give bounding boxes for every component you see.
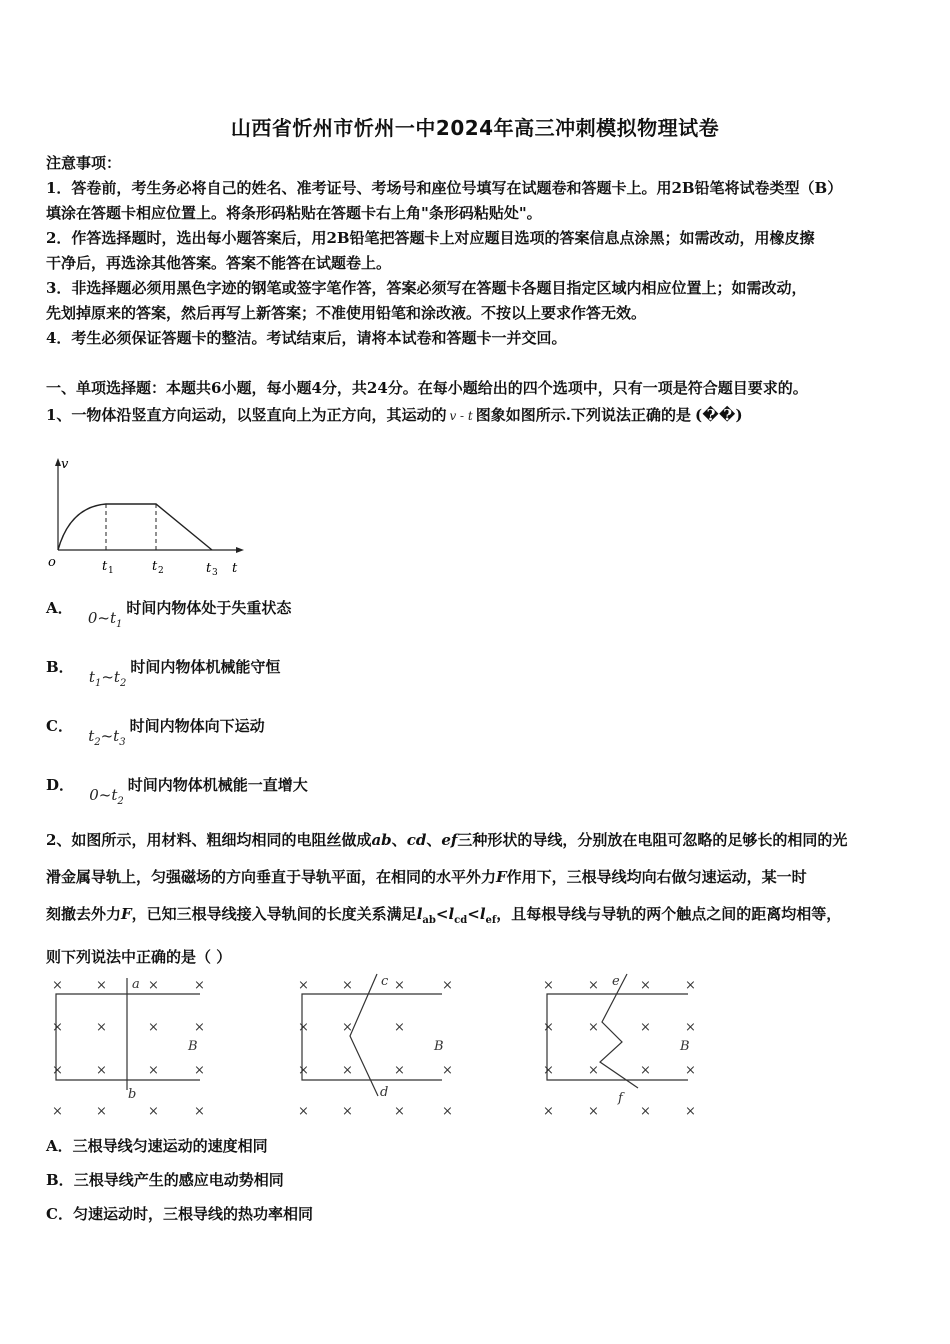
svg-text:×: × bbox=[342, 1020, 353, 1035]
option-math: $0\sim t_2$ bbox=[89, 786, 124, 807]
svg-text:×: × bbox=[298, 1020, 309, 1035]
q1-stem-end: (��) bbox=[695, 406, 743, 424]
option-label: C． bbox=[46, 717, 73, 735]
label-B3: B bbox=[680, 1039, 690, 1054]
option-text: 时间内物体向下运动 bbox=[129, 717, 265, 735]
svg-text:×: × bbox=[394, 1104, 405, 1119]
label-f: f bbox=[618, 1091, 623, 1106]
svg-text:×: × bbox=[298, 1104, 309, 1119]
q2-stem-line-4: 则下列说法中正确的是（ ） bbox=[46, 948, 232, 966]
graph-label-o: o bbox=[48, 555, 56, 570]
svg-text:×: × bbox=[543, 1104, 554, 1119]
svg-text:×: × bbox=[96, 1020, 107, 1035]
svg-text:×: × bbox=[148, 1020, 159, 1035]
label-B2: B bbox=[434, 1039, 444, 1054]
section-heading: 一、单项选择题：本题共6小题，每小题4分，共24分。在每小题给出的四个选项中，只有一项是符合题目要求的。 bbox=[46, 379, 808, 397]
label-a: a bbox=[132, 977, 140, 992]
svg-text:×: × bbox=[52, 978, 63, 993]
q1-option-c[interactable] bbox=[46, 715, 265, 748]
svg-text:×: × bbox=[543, 1063, 554, 1078]
svg-text:×: × bbox=[96, 978, 107, 993]
svg-text:×: × bbox=[543, 1020, 554, 1035]
svg-text:×: × bbox=[298, 1063, 309, 1078]
option-math: $0\sim t_1$ bbox=[87, 609, 123, 630]
svg-text:×: × bbox=[442, 1104, 453, 1119]
option-label: C． bbox=[46, 1205, 73, 1223]
svg-text:×: × bbox=[342, 1104, 353, 1119]
svg-text:×: × bbox=[298, 978, 309, 993]
label-c: c bbox=[381, 974, 389, 989]
option-text: 时间内物体机械能守恒 bbox=[130, 658, 281, 676]
graph-label-t3-sub: 3 bbox=[212, 568, 218, 578]
option-text: 时间内物体处于失重状态 bbox=[126, 599, 292, 617]
notice-line-3a: 3．非选择题必须用黑色字迹的钢笔或签字笔作答，答案必须写在答题卡各题目指定区域内相应位置上；如需改动， bbox=[46, 279, 807, 297]
svg-text:×: × bbox=[442, 1063, 453, 1078]
option-label: D． bbox=[46, 776, 75, 794]
notice-heading: 注意事项： bbox=[46, 154, 122, 172]
q1-option-b[interactable] bbox=[46, 656, 281, 689]
option-label: B． bbox=[46, 658, 74, 676]
svg-text:×: × bbox=[588, 978, 599, 993]
q2-option-a[interactable] bbox=[46, 1135, 268, 1156]
svg-text:×: × bbox=[148, 1063, 159, 1078]
svg-text:×: × bbox=[96, 1104, 107, 1119]
svg-text:×: × bbox=[394, 978, 405, 993]
q1-option-d[interactable] bbox=[46, 774, 308, 807]
option-math: $t_2\sim t_3$ bbox=[88, 727, 126, 748]
q1-stem-math: v - t bbox=[449, 409, 473, 423]
graph-t-arrow bbox=[236, 547, 244, 553]
option-label: A． bbox=[46, 599, 73, 617]
graph-label-t1-sub: 1 bbox=[108, 566, 114, 576]
svg-text:×: × bbox=[685, 1063, 696, 1078]
svg-text:×: × bbox=[52, 1104, 63, 1119]
svg-text:×: × bbox=[640, 978, 651, 993]
svg-text:×: × bbox=[640, 1063, 651, 1078]
option-math: $t_1\sim t_2$ bbox=[88, 668, 127, 689]
q1-stem-text-b: 图象如图所示 bbox=[475, 406, 566, 424]
option-text: 三根导线匀速运动的速度相同 bbox=[72, 1137, 268, 1155]
svg-text:×: × bbox=[194, 978, 205, 993]
q2-stem-line-1: 2、如图所示，用材料、粗细均相同的电阻丝做成ab、cd、ef三种形状的导线，分别放在电阻可忽略的足够长的相同的光 bbox=[46, 831, 848, 849]
q2-option-b[interactable] bbox=[46, 1169, 284, 1190]
panel1-rail bbox=[56, 994, 200, 1080]
svg-text:×: × bbox=[685, 1104, 696, 1119]
label-B1: B bbox=[188, 1039, 198, 1054]
notice-line-4: 4．考生必须保证答题卡的整洁。考试结束后，请将本试卷和答题卡一并交回。 bbox=[46, 329, 567, 347]
panel2-wire-cd bbox=[350, 974, 378, 1096]
svg-text:×: × bbox=[394, 1063, 405, 1078]
svg-text:×: × bbox=[342, 978, 353, 993]
notice-line-1a: 1．答卷前，考生务必将自己的姓名、准考证号、考场号和座位号填写在试题卷和答题卡上。用2B铅笔将试卷类型（B） bbox=[46, 179, 843, 197]
q1-stem-text-c: .下列说法正确的是 bbox=[565, 406, 691, 424]
svg-text:×: × bbox=[194, 1104, 205, 1119]
svg-text:×: × bbox=[194, 1020, 205, 1035]
q2-rails-figure bbox=[40, 970, 720, 1120]
label-d: d bbox=[380, 1085, 389, 1100]
label-b: b bbox=[128, 1087, 137, 1102]
graph-label-t: t bbox=[232, 561, 238, 576]
svg-text:×: × bbox=[442, 978, 453, 993]
svg-text:×: × bbox=[588, 1063, 599, 1078]
notice-line-2b: 干净后，再选涂其他答案。答案不能答在试题卷上。 bbox=[46, 254, 392, 272]
graph-label-t1: t bbox=[102, 559, 108, 574]
graph-label-v: v bbox=[61, 457, 69, 472]
svg-text:×: × bbox=[640, 1020, 651, 1035]
svg-text:×: × bbox=[640, 1104, 651, 1119]
q1-option-a[interactable] bbox=[46, 597, 292, 630]
q2-stem-line-2: 滑金属导轨上，匀强磁场的方向垂直于导轨平面，在相同的水平外力F作用下，三根导线均向右做匀速运动，某一时 bbox=[46, 868, 807, 886]
q2-stem-line-3: 刻撤去外力F，已知三根导线接入导轨间的长度关系满足$l_{ab}<l_{cd}<l_{ef}$，且每根导线与导轨的两个触点之间的距离均相等， bbox=[46, 905, 842, 926]
graph-label-t3: t bbox=[206, 561, 212, 576]
option-label: B． bbox=[46, 1171, 74, 1189]
svg-text:×: × bbox=[543, 978, 554, 993]
svg-text:×: × bbox=[148, 978, 159, 993]
svg-text:×: × bbox=[52, 1020, 63, 1035]
svg-text:×: × bbox=[588, 1020, 599, 1035]
graph-curve bbox=[58, 504, 212, 550]
label-e: e bbox=[612, 974, 620, 989]
option-text: 时间内物体机械能一直增大 bbox=[127, 776, 308, 794]
svg-text:×: × bbox=[52, 1063, 63, 1078]
graph-label-t2-sub: 2 bbox=[158, 566, 164, 576]
graph-label-t2: t bbox=[152, 559, 158, 574]
svg-text:×: × bbox=[194, 1063, 205, 1078]
q1-stem bbox=[46, 404, 743, 425]
panel2-rail bbox=[302, 994, 442, 1080]
q2-option-c[interactable] bbox=[46, 1203, 313, 1224]
svg-text:×: × bbox=[685, 1020, 696, 1035]
option-text: 三根导线产生的感应电动势相同 bbox=[73, 1171, 284, 1189]
svg-text:×: × bbox=[148, 1104, 159, 1119]
panel3-wire-ef bbox=[600, 974, 638, 1088]
q2-stem bbox=[46, 822, 906, 976]
notice-line-2a: 2．作答选择题时，选出每小题答案后，用2B铅笔把答题卡上对应题目选项的答案信息点涂黑；如需改动，用橡皮擦 bbox=[46, 229, 815, 247]
notice-line-3b: 先划掉原来的答案，然后再写上新答案；不准使用铅笔和涂改液。不按以上要求作答无效。 bbox=[46, 304, 647, 322]
q1-stem-text-a: 1、一物体沿竖直方向运动，以竖直向上为正方向，其运动的 bbox=[46, 406, 447, 424]
notice-line-1b: 填涂在答题卡相应位置上。将条形码粘贴在答题卡右上角"条形码粘贴处"。 bbox=[46, 204, 542, 222]
q1-vt-graph bbox=[40, 452, 260, 582]
option-label: A． bbox=[46, 1137, 73, 1155]
page-title: 山西省忻州市忻州一中2024年高三冲刺模拟物理试卷 bbox=[230, 116, 720, 140]
svg-text:×: × bbox=[685, 978, 696, 993]
svg-text:×: × bbox=[96, 1063, 107, 1078]
svg-text:×: × bbox=[588, 1104, 599, 1119]
option-text: 匀速运动时，三根导线的热功率相同 bbox=[72, 1205, 313, 1223]
svg-text:×: × bbox=[394, 1020, 405, 1035]
svg-text:×: × bbox=[342, 1063, 353, 1078]
